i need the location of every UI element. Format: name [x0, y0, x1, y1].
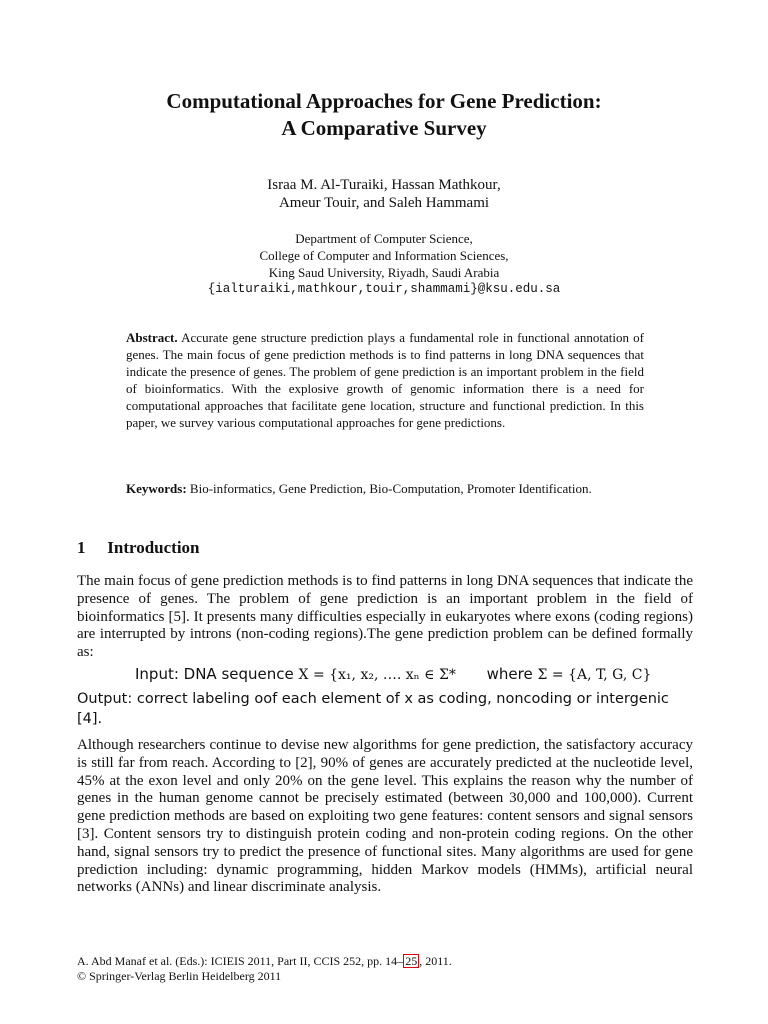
affiliation: [0, 230, 768, 298]
footer-year: , 2011.: [419, 954, 452, 968]
author-list: [0, 176, 768, 212]
affiliation-department: Department of Computer Science,: [295, 231, 473, 246]
affiliation-college: College of Computer and Information Sciences,: [259, 248, 509, 263]
page-end-link[interactable]: 25: [405, 954, 418, 968]
affiliation-university: King Saud University, Riyadh, Saudi Arabia: [268, 265, 500, 280]
abstract: [126, 329, 644, 431]
formula-input-label: Input: DNA sequence: [135, 665, 294, 683]
intro-paragraph-2: Although researchers continue to devise new algorithms for gene prediction, the satisfactory accuracy is still far from reach. According to [2], 90% of genes are accurately predicted at the nucleotide level, 45% at the exon level and only 20% on the gene level. This explains the reason why the number of genes in the human genome cannot be precisely estimated (between 30,000 and 100,000). Current gene prediction methods are based on exploiting two gene features: content sensors and signal sensors [3]. Content sensors try to distinguish protein coding and non-protein coding regions. On the other hand, signal sensors try to predict the presence of functional sites. Many algorithms are used for gene prediction including: dynamic programming, hidden Markov models (HMMs), artificial neural networks (ANNs) and linear discriminate analysis.: [77, 737, 693, 896]
section-title: Introduction: [107, 538, 200, 557]
keywords-text: Bio-informatics, Gene Prediction, Bio-Computation, Promoter Identification.: [189, 481, 592, 496]
intro-paragraph-1: The main focus of gene prediction methods is to find patterns in long DNA sequences that indicate the presence of genes. The problem of gene prediction is an important problem in the field of bioinformatics [5]. It presents many difficulties especially in eukaryotes where exons (coding regions) are interrupted by introns (non-coding regions).The gene prediction problem can be defined formally as:: [77, 573, 693, 661]
footer-citation: [77, 954, 452, 984]
title-line-1: Computational Approaches for Gene Prediction:: [166, 89, 602, 113]
formula-where-math: Σ = {A, T, G, C}: [537, 667, 652, 683]
formula-input-math: X = {x₁, x₂, …. xₙ ∈ Σ*: [298, 667, 456, 683]
authors-line-1: Israa M. Al-Turaiki, Hassan Mathkour,: [267, 177, 501, 193]
section-heading-introduction: [77, 538, 200, 558]
footer-copyright: © Springer-Verlag Berlin Heidelberg 2011: [77, 969, 282, 983]
paper-title: [0, 88, 768, 142]
footer-proceedings: A. Abd Manaf et al. (Eds.): ICIEIS 2011, Part II, CCIS 252, pp. 14–: [77, 954, 404, 968]
section-number: 1: [77, 538, 86, 557]
keywords-label: Keywords:: [126, 481, 187, 496]
formula-input: [135, 665, 651, 683]
authors-line-2: Ameur Touir, and Saleh Hammami: [278, 195, 490, 211]
keywords: [126, 480, 644, 497]
formula-where-label: where: [486, 665, 533, 683]
title-line-2: A Comparative Survey: [281, 116, 487, 140]
formula-output: Output: correct labeling oof each element of x as coding, noncoding or intergenic [4].: [77, 691, 669, 727]
abstract-label: Abstract.: [126, 330, 178, 345]
author-emails[interactable]: {ialturaiki,mathkour,touir,shammami}@ksu.edu.sa: [207, 282, 561, 296]
abstract-text: Accurate gene structure prediction plays a fundamental role in functional annotation of genes. The main focus of gene prediction methods is to find patterns in long DNA sequences that indicate the presence of genes. The problem of gene prediction is an important problem in the field of bioinformatics. With the explosive growth of genomic information there is a need for computational approaches that facilitate gene location, structure and functional prediction. In this paper, we survey various computational approaches for gene predictions.: [126, 330, 644, 430]
